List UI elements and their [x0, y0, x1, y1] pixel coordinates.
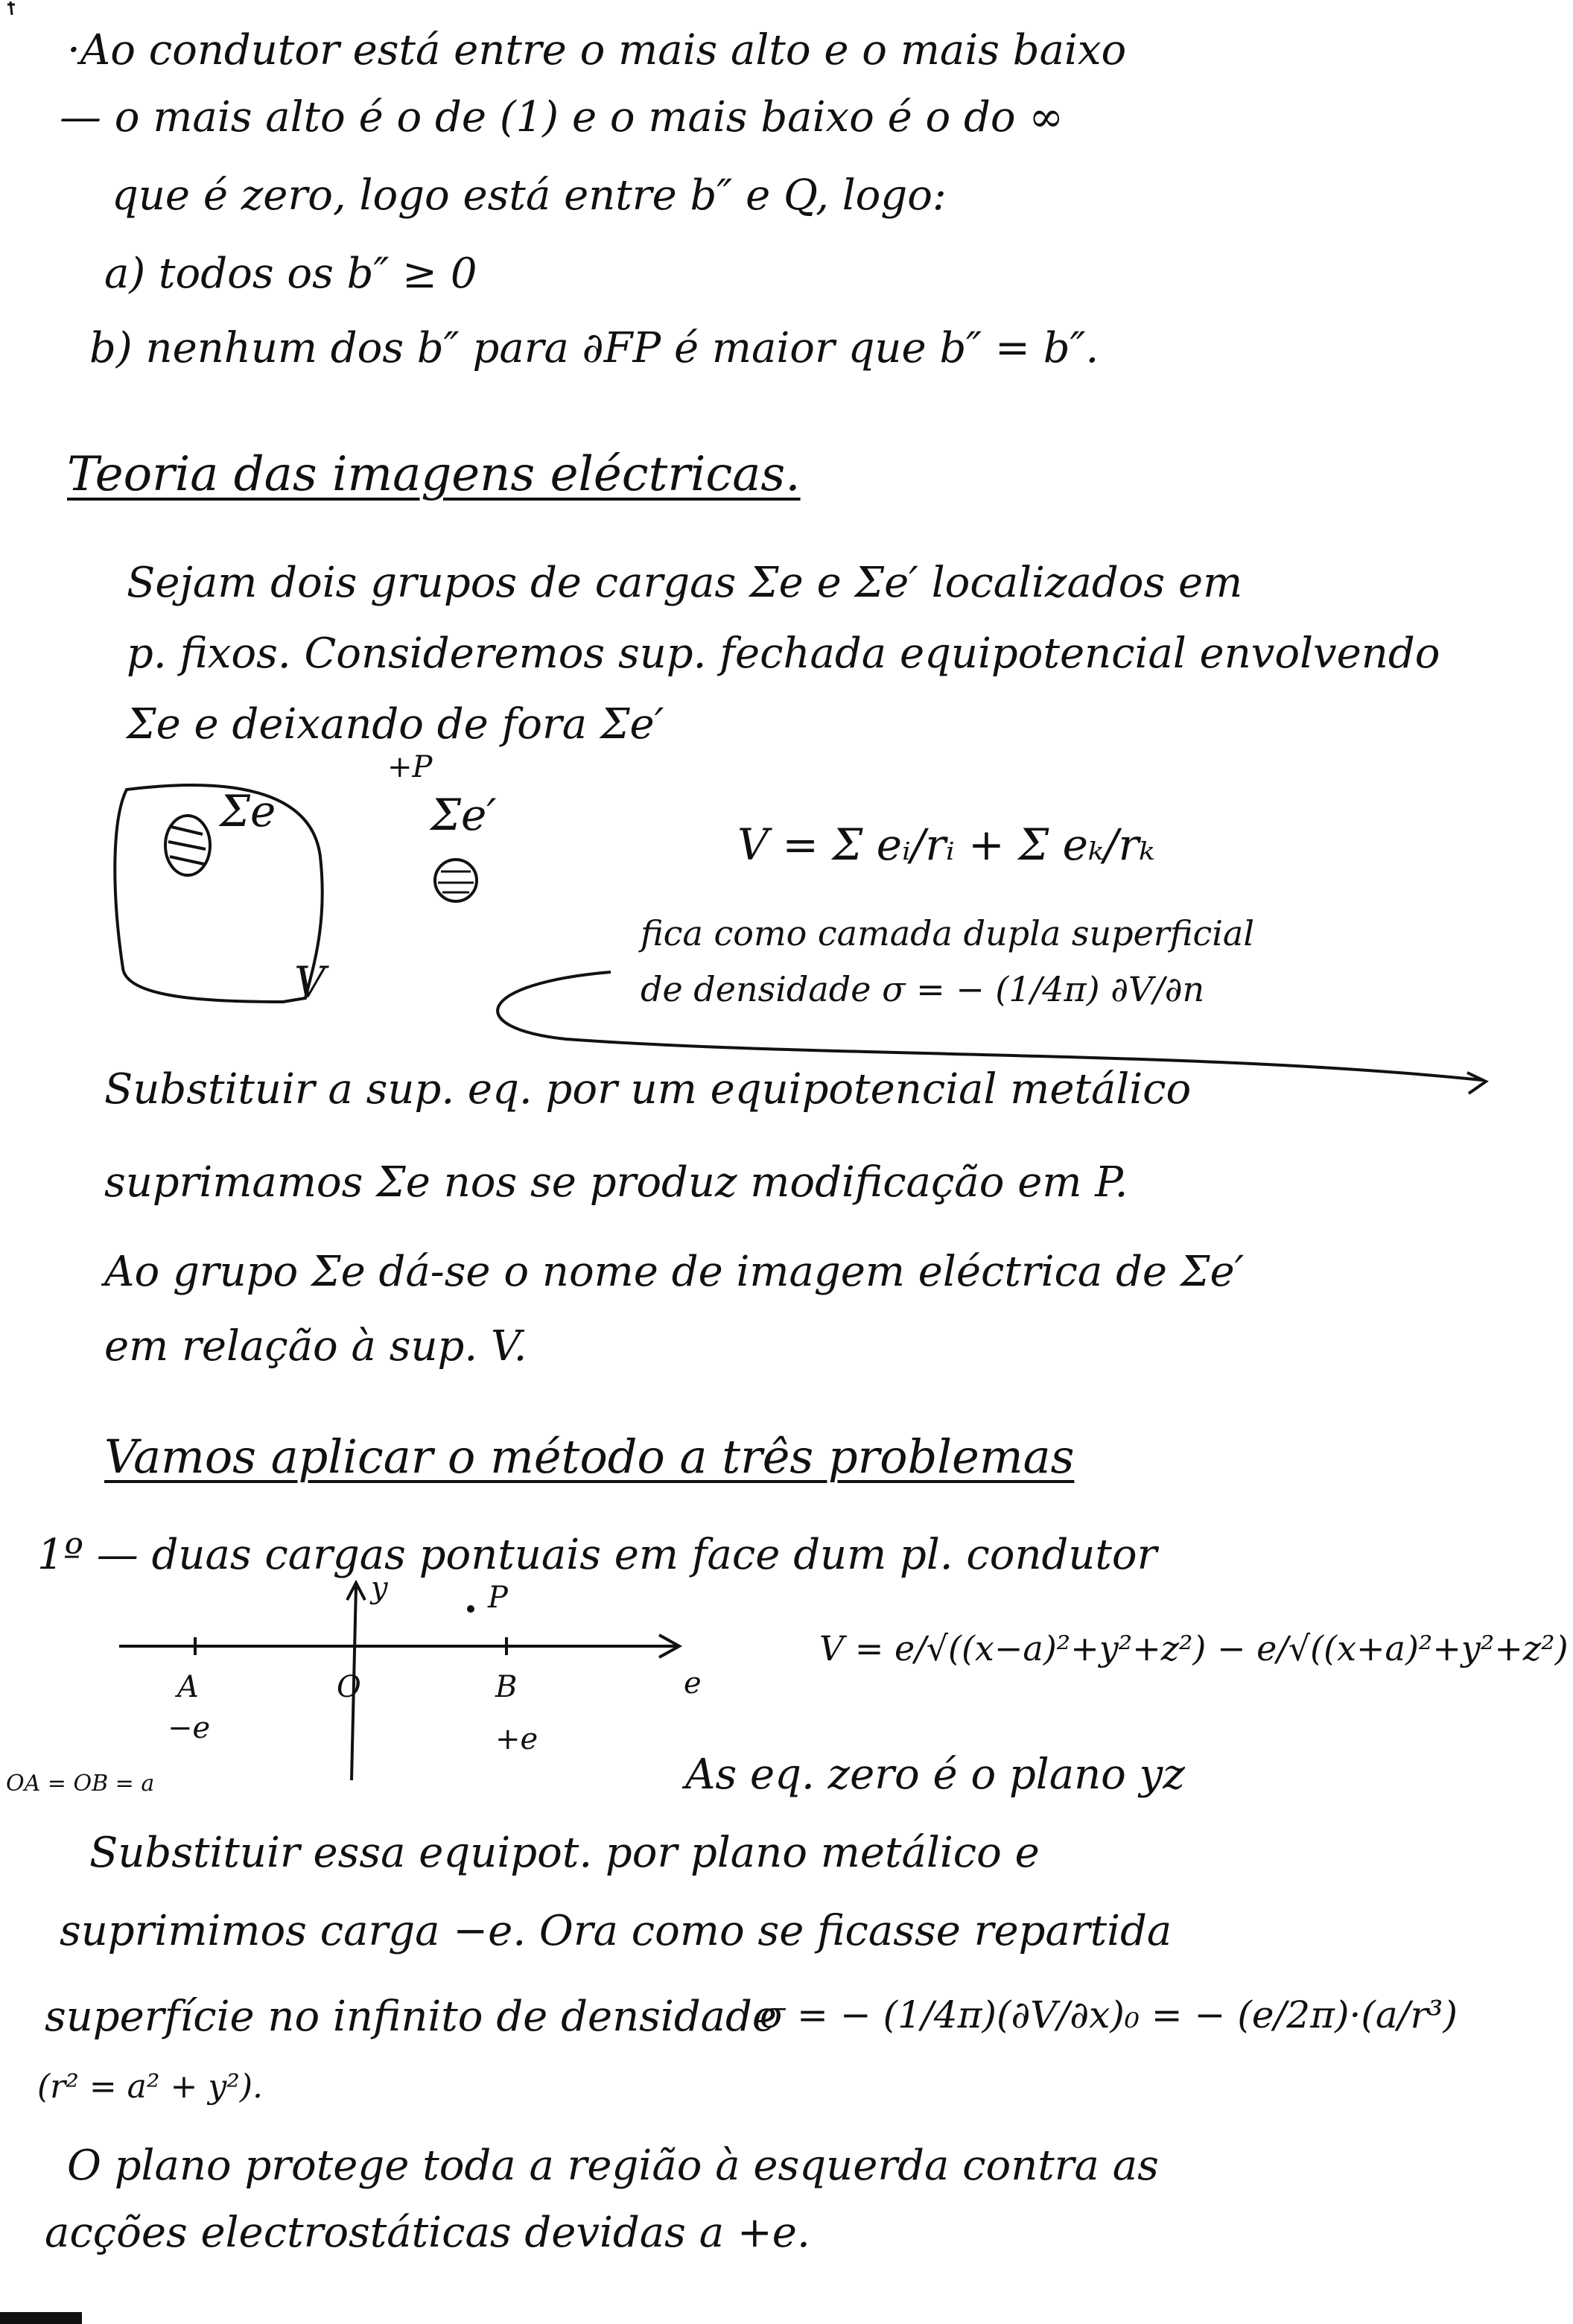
point-label-p: +P	[387, 750, 433, 784]
text-line-3: que é zero, logo está entre b″ e Q, logo:	[112, 171, 947, 220]
group-label-right: Σe′	[430, 790, 497, 840]
text-line-15: 1º — duas cargas pontuais em face dum pl. condutor	[37, 1531, 1157, 1579]
text-line-8: p. fixos. Consideremos sup. fechada equipotencial envolvendo	[127, 629, 1440, 678]
text-line-11: suprimamos Σe nos se produz modificação em P.	[104, 1158, 1128, 1207]
text-line-21: O plano protege toda a região à esquerda contra as	[67, 2142, 1159, 2190]
axis-label-y: y	[371, 1571, 388, 1605]
text-line-13: em relação à sup. V.	[104, 1322, 527, 1371]
text-line-7: Sejam dois grupos de cargas Σe e Σe′ localizados em	[127, 559, 1243, 607]
text-line-16: As eq. zero é o plano yz	[685, 1750, 1185, 1799]
axis-label-x: e	[684, 1666, 702, 1701]
text-line-4: a) todos os b″ ≥ 0	[104, 250, 477, 298]
text-line-12: Ao grupo Σe dá-se o nome de imagem eléctrica de Σe′	[104, 1248, 1245, 1296]
text-line-19: superfície no infinito de densidade	[45, 1993, 778, 2041]
point-label-p2: P	[488, 1581, 508, 1615]
surface-label-v: V	[294, 957, 325, 1008]
density-formula: σ = − (1/4π)(∂V/∂x)₀ = − (e/2π)·(a/r³)	[760, 1993, 1458, 2036]
text-line-1: ·Ao condutor está entre o mais alto e o mais baixo	[67, 26, 1127, 74]
text-line-9: Σe e deixando de fora Σe′	[127, 700, 664, 749]
charge-b: +e	[495, 1722, 538, 1756]
text-line-2: — o mais alto é o de (1) e o mais baixo é o do ∞	[60, 93, 1064, 142]
potential-formula: V = Σ eᵢ/rᵢ + Σ eₖ/rₖ	[737, 819, 1155, 870]
group-label-left: Σe	[220, 786, 276, 836]
text-line-17: Substituir essa equipot. por plano metálico e	[89, 1829, 1040, 1877]
text-line-18: suprimimos carga −e. Ora como se ficasse repartida	[60, 1907, 1172, 1955]
text-line-22: acções electrostáticas devidas a +e.	[45, 2209, 810, 2257]
side-note: OA = OB = a	[6, 1771, 155, 1797]
label-b: B	[495, 1670, 518, 1704]
bottom-edge-mark	[0, 2312, 82, 2324]
text-line-5: b) nenhum dos b″ para ∂FP é maior que b″ = b″.	[89, 324, 1099, 372]
text-line-10: Substituir a sup. eq. por um equipotencial metálico	[104, 1065, 1192, 1114]
charge-a: −e	[168, 1711, 211, 1745]
note-line-2: de densidade σ = − (1/4π) ∂V/∂n	[641, 969, 1205, 1009]
label-a: A	[177, 1670, 199, 1704]
note-line-1: fica como camada dupla superficial	[641, 913, 1255, 953]
text-line-20: (r² = a² + y²).	[37, 2068, 264, 2106]
section-heading-method: Vamos aplicar o método a três problemas	[104, 1429, 1075, 1484]
potential-two-charges: V = e/√((x−a)²+y²+z²) − e/√((x+a)²+y²+z²)	[819, 1628, 1569, 1669]
label-o: O	[337, 1670, 361, 1704]
section-heading-images: Teoria das imagens eléctricas.	[67, 447, 801, 502]
point-p-dot	[467, 1605, 474, 1613]
